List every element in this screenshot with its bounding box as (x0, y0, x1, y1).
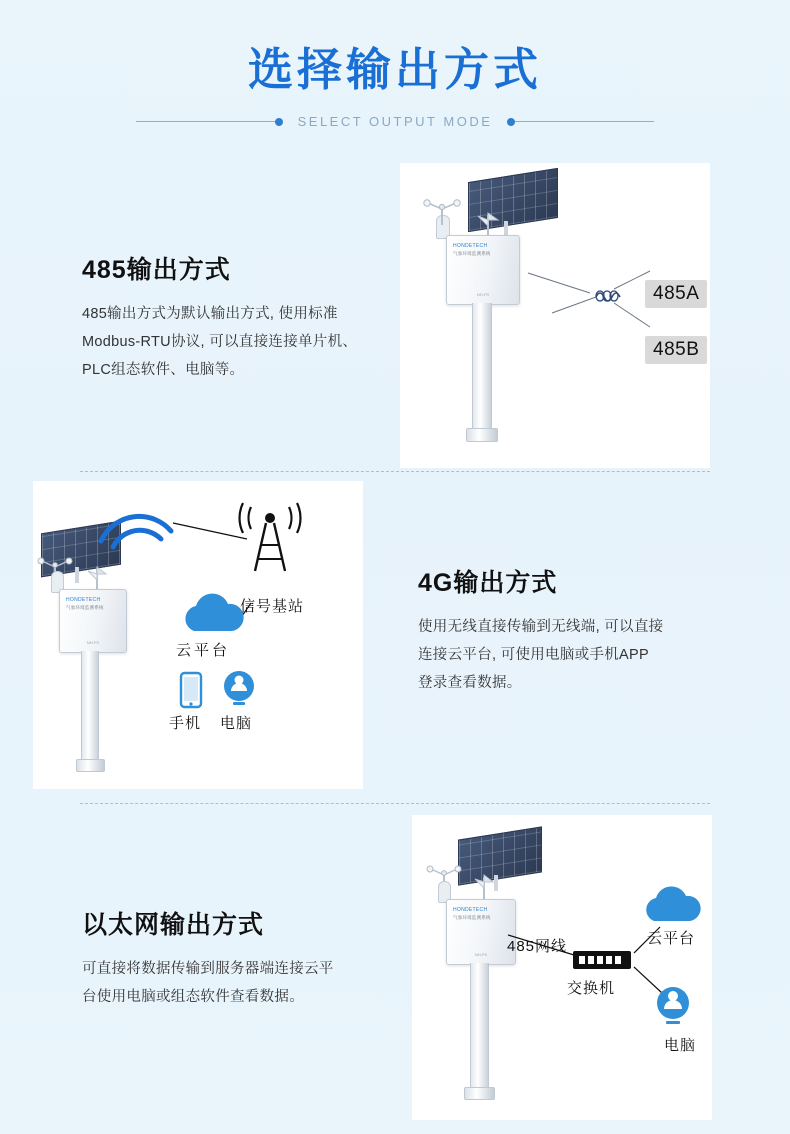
label-485a: 485A (645, 280, 707, 308)
device-model-label: NH-FS (86, 640, 100, 645)
fourg-title: 4G输出方式 (418, 569, 558, 597)
subtitle-rule-right (508, 121, 654, 122)
device-brand: 气象环境监测系统 (453, 251, 491, 256)
label-computer: 电脑 (220, 715, 253, 732)
device-brand: 气象环境监测系统 (453, 915, 491, 920)
rs485-body-line-2: Modbus-RTU协议, 可以直接连接单片机、 (82, 334, 358, 350)
divider-1 (80, 471, 710, 472)
label-cloud-platform: 云平台 (647, 930, 696, 947)
divider-2 (80, 803, 710, 804)
label-phone: 手机 (169, 715, 202, 732)
fourg-text-block (418, 563, 718, 697)
rs485-body (82, 300, 382, 384)
device-brand: 气象环境监测系统 (66, 605, 104, 610)
computer-icon (652, 985, 698, 1033)
device-model-label: NH-FS (474, 952, 488, 957)
label-switch: 交换机 (567, 980, 616, 997)
fourg-body-line-1: 使用无线直接传输到无线端, 可以直接 (418, 619, 664, 635)
subtitle-rule-left (136, 121, 282, 122)
page-title: 选择输出方式 (247, 44, 542, 95)
ethernet-body (82, 955, 392, 1011)
ethernet-diagram (412, 815, 712, 1120)
page-header (0, 40, 790, 129)
ethernet-title: 以太网输出方式 (82, 911, 265, 939)
ethernet-body-line-1: 可直接将数据传输到服务器端连接云平 (82, 961, 334, 977)
subtitle-row (0, 114, 790, 129)
rs485-diagram (400, 163, 710, 468)
fourg-body-line-3: 登录查看数据。 (418, 675, 522, 691)
mobile-phone-icon (173, 671, 207, 717)
rs485-body-line-1: 485输出方式为默认输出方式, 使用标准 (82, 306, 338, 322)
label-485-cable: 485网线 (507, 938, 568, 955)
fourg-body (418, 613, 718, 697)
rs485-text-block (82, 250, 382, 384)
label-base-station: 信号基站 (240, 598, 305, 615)
ethernet-text-block (82, 905, 392, 1011)
label-computer: 电脑 (664, 1037, 697, 1054)
ethernet-links (412, 815, 712, 1120)
cloud-icon (640, 887, 710, 931)
device-model-label: NH-FS (476, 292, 490, 297)
computer-icon (219, 669, 263, 715)
fourg-body-line-2: 连接云平台, 可使用电脑或手机APP (418, 647, 649, 663)
cloud-icon (178, 593, 256, 641)
device-logo: HONDETECH (453, 907, 488, 913)
device-logo: HONDETECH (66, 597, 101, 603)
rs485-title: 485输出方式 (82, 256, 231, 284)
label-485b: 485B (645, 336, 707, 364)
rs485-body-line-3: PLC组态软件、电脑等。 (82, 362, 245, 378)
page-subtitle: SELECT OUTPUT MODE (297, 114, 493, 129)
fourg-diagram (33, 481, 363, 789)
label-cloud-platform: 云平台 (176, 642, 231, 659)
rs485-wiring (400, 163, 710, 468)
device-logo: HONDETECH (453, 243, 488, 249)
ethernet-body-line-2: 台使用电脑或组态软件查看数据。 (82, 989, 304, 1005)
